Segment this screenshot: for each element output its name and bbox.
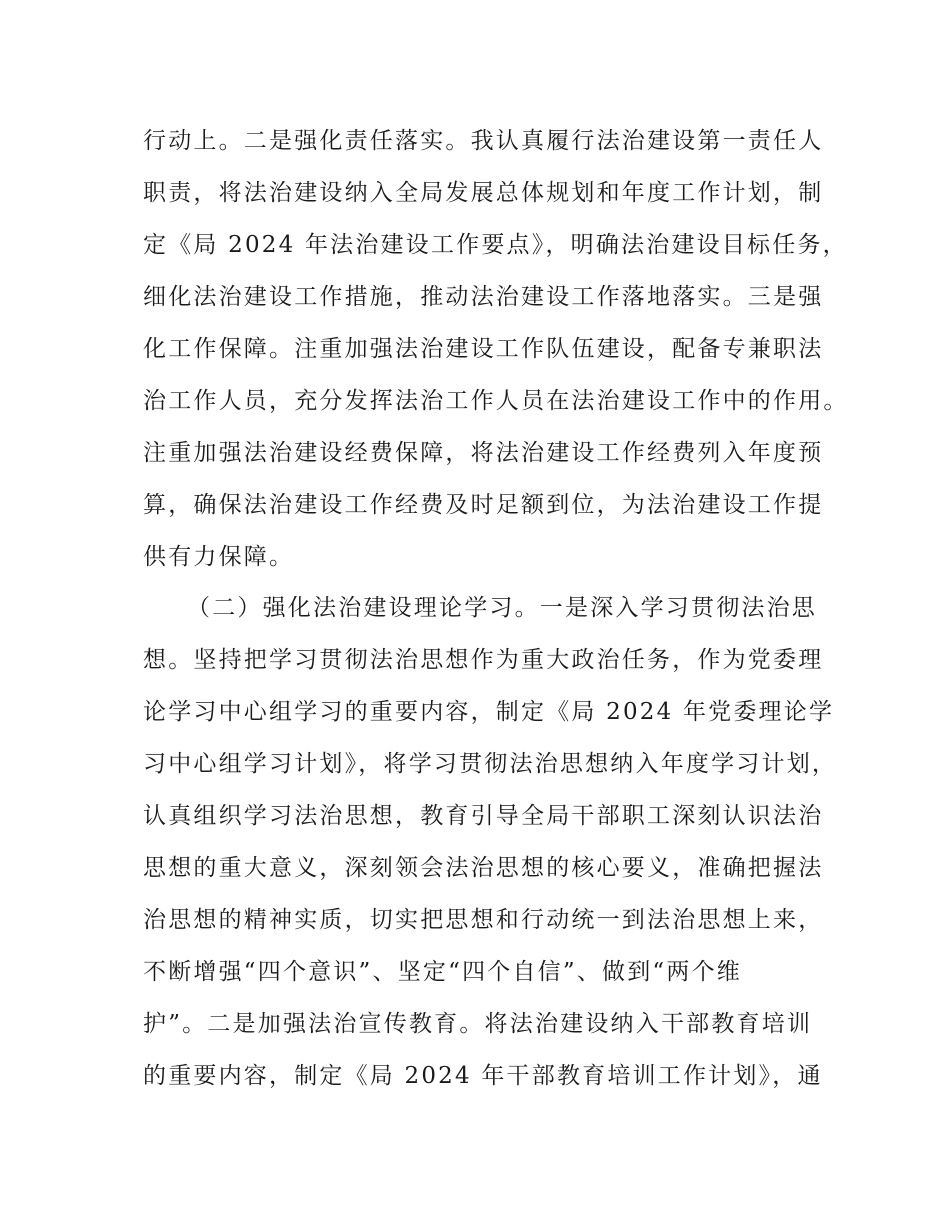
text-line: 的重要内容，制定《局 2024 年干部教育培训工作计划》，通 — [143, 1063, 823, 1089]
text-line: 算，确保法治建设工作经费及时足额到位，为法治建设工作提 — [143, 492, 824, 518]
text-line: 习中心组学习计划》，将学习贯彻法治思想纳入年度学习计划， — [143, 751, 838, 777]
text-line: 细化法治建设工作措施，推动法治建设工作落地落实。三是强 — [143, 284, 824, 310]
text-line: 行动上。二是强化责任落实。我认真履行法治建设第一责任人 — [143, 128, 824, 154]
text-line: 认真组织学习法治思想，教育引导全局干部职工深刻认识法治 — [143, 803, 824, 829]
text-line: 不断增强“四个意识”、坚定“四个自信”、做到“两个维 — [143, 959, 742, 985]
text-line: 注重加强法治建设经费保障，将法治建设工作经费列入年度预 — [143, 440, 824, 466]
text-line: 治工作人员，充分发挥法治工作人员在法治建设工作中的作用。 — [143, 388, 849, 414]
text-line: 治思想的精神实质，切实把思想和行动统一到法治思想上来， — [143, 907, 824, 933]
text-line: 论学习中心组学习的重要内容，制定《局 2024 年党委理论学 — [143, 699, 835, 725]
text-line: 供有力保障。 — [143, 544, 295, 570]
text-line: 化工作保障。注重加强法治建设工作队伍建设，配备专兼职法 — [143, 336, 824, 362]
text-line: （二）强化法治建设理论学习。一是深入学习贯彻法治思 — [187, 595, 817, 621]
text-line: 定《局 2024 年法治建设工作要点》，明确法治建设目标任务， — [143, 232, 848, 258]
text-line: 思想的重大意义，深刻领会法治思想的核心要义，准确把握法 — [143, 855, 824, 881]
text-line: 想。坚持把学习贯彻法治思想作为重大政治任务，作为党委理 — [143, 647, 824, 673]
text-line: 职责，将法治建设纳入全局发展总体规划和年度工作计划，制 — [143, 180, 824, 206]
text-line: 护”。二是加强法治宣传教育。将法治建设纳入干部教育培训 — [143, 1011, 813, 1037]
